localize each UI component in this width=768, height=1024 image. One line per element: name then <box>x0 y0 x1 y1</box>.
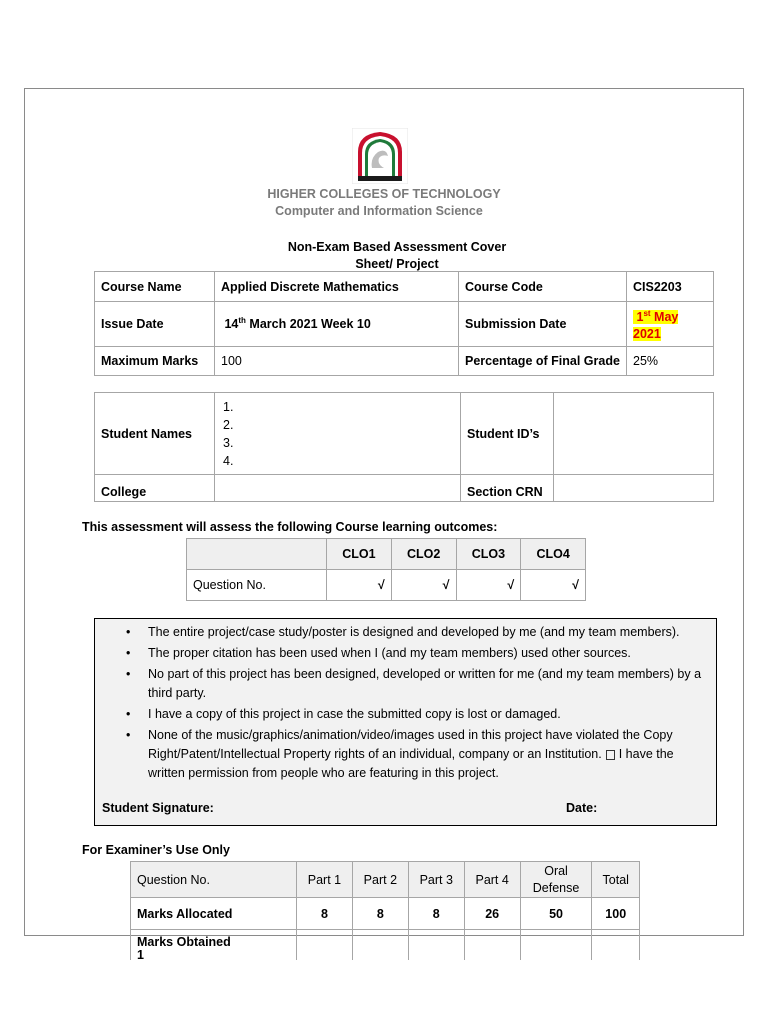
max-marks-label: Maximum Marks <box>95 347 215 376</box>
submission-date-highlight <box>633 310 678 324</box>
course-info-table <box>94 271 714 376</box>
declaration-list <box>95 623 716 783</box>
part-4-header: Part 4 <box>464 862 520 898</box>
marks-allocated-part-2: 8 <box>352 898 408 930</box>
college-field[interactable] <box>215 475 461 502</box>
part-1-header: Part 1 <box>297 862 353 898</box>
submission-suffix: st <box>643 308 651 318</box>
student-name-slot-2: 2. <box>223 417 234 432</box>
marks-allocated-part-1: 8 <box>297 898 353 930</box>
declaration-permission-text: I have the written permission from people who are featuring in this project. <box>148 747 674 780</box>
part-3-header: Part 3 <box>408 862 464 898</box>
submission-date-label: Submission Date <box>459 302 627 347</box>
cover-title <box>0 239 768 273</box>
clo-check-1: √ <box>327 570 392 601</box>
date-label: Date: <box>566 801 598 815</box>
marks-obtained-part-1[interactable] <box>297 930 353 961</box>
institution-name: HIGHER COLLEGES OF TECHNOLOGY <box>267 187 501 201</box>
clo-corner-cell <box>187 539 327 570</box>
submission-day: 1 <box>636 310 644 325</box>
percentage-label: Percentage of Final Grade <box>459 347 627 376</box>
issue-date-day: 14 <box>224 317 239 332</box>
marks-obtained-part-2[interactable] <box>352 930 408 961</box>
clo-row-label: Question No. <box>187 570 327 601</box>
clo-header-1: CLO1 <box>327 539 392 570</box>
total-header: Total <box>592 862 640 898</box>
declaration-item: • The proper citation has been used when I (and my team members) used other sources. <box>148 644 716 663</box>
clo-check-3: √ <box>456 570 521 601</box>
marks-obtained-oral[interactable] <box>520 930 592 961</box>
declaration-box <box>94 618 717 826</box>
course-name-value: Applied Discrete Mathematics <box>215 272 459 302</box>
course-code-value: CIS2203 <box>627 272 714 302</box>
marks-allocated-part-4: 26 <box>464 898 520 930</box>
student-name-slot-3: 3. <box>223 435 234 450</box>
clo-check-2: √ <box>391 570 456 601</box>
examiner-table <box>130 861 640 960</box>
marks-obtained-text: Marks Obtained <box>137 935 231 949</box>
oral-defense-line2: Defense <box>532 880 580 895</box>
percentage-value: 25% <box>627 347 714 376</box>
issue-date-rest: March 2021 Week 10 <box>245 317 371 332</box>
marks-allocated-oral: 50 <box>520 898 592 930</box>
clo-header-4: CLO4 <box>521 539 586 570</box>
student-names-field[interactable] <box>215 393 461 475</box>
issue-date-suffix: th <box>238 316 246 326</box>
submission-year: 2021 <box>633 327 661 342</box>
examiner-title: For Examiner’s Use Only <box>82 843 230 857</box>
declaration-item: • No part of this project has been designed, developed or written for me (and my team members) by a third party. <box>148 665 716 703</box>
marks-allocated-total: 100 <box>592 898 640 930</box>
student-signature-label: Student Signature: <box>102 801 214 815</box>
declaration-item: • I have a copy of this project in case the submitted copy is lost or damaged. <box>148 705 716 724</box>
marks-allocated-label: Marks Allocated <box>131 898 297 930</box>
section-crn-field[interactable] <box>554 475 714 502</box>
checkbox-icon[interactable] <box>606 750 615 760</box>
max-marks-value: 100 <box>215 347 459 376</box>
student-info-table <box>94 392 714 502</box>
student-name-slot-4: 4. <box>223 453 234 468</box>
declaration-item-copyright <box>148 726 716 783</box>
clo-table <box>186 538 586 601</box>
submission-date-value <box>627 302 714 347</box>
marks-obtained-label <box>131 930 297 961</box>
cover-title-line2: Sheet/ Project <box>355 257 439 271</box>
student-ids-label: Student ID’s <box>461 393 554 475</box>
student-ids-field[interactable] <box>554 393 714 475</box>
issue-date-value <box>215 302 459 347</box>
oral-defense-header <box>520 862 592 898</box>
declaration-item: • The entire project/case study/poster is designed and developed by me (and my team members). <box>148 623 716 642</box>
marks-obtained-part-4[interactable] <box>464 930 520 961</box>
marks-allocated-part-3: 8 <box>408 898 464 930</box>
section-crn-label: Section CRN <box>461 475 554 502</box>
part-2-header: Part 2 <box>352 862 408 898</box>
outcomes-intro: This assessment will assess the following Course learning outcomes: <box>82 520 498 534</box>
college-logo-icon <box>352 128 408 184</box>
clo-header-2: CLO2 <box>391 539 456 570</box>
course-code-label: Course Code <box>459 272 627 302</box>
declaration-copyright-text: None of the music/graphics/animation/video/images used in this project have violated the Copy Right/Patent/Intellectual Property rights of an individual, company or an Institution. <box>148 728 673 761</box>
issue-date-label: Issue Date <box>95 302 215 347</box>
college-label: College <box>95 475 215 502</box>
student-names-label: Student Names <box>95 393 215 475</box>
examiner-question-label: Question No. <box>131 862 297 898</box>
clo-check-4: √ <box>521 570 586 601</box>
department-name: Computer and Information Science <box>275 204 483 218</box>
marks-obtained-total[interactable] <box>592 930 640 961</box>
clo-header-3: CLO3 <box>456 539 521 570</box>
submission-month: May <box>650 310 679 325</box>
marks-obtained-part-3[interactable] <box>408 930 464 961</box>
cover-title-line1: Non-Exam Based Assessment Cover <box>287 240 507 254</box>
course-name-label: Course Name <box>95 272 215 302</box>
student-name-slot-1: 1. <box>223 399 234 414</box>
oral-defense-line1: Oral <box>544 863 568 878</box>
marks-obtained-sub: 1 <box>137 948 144 960</box>
